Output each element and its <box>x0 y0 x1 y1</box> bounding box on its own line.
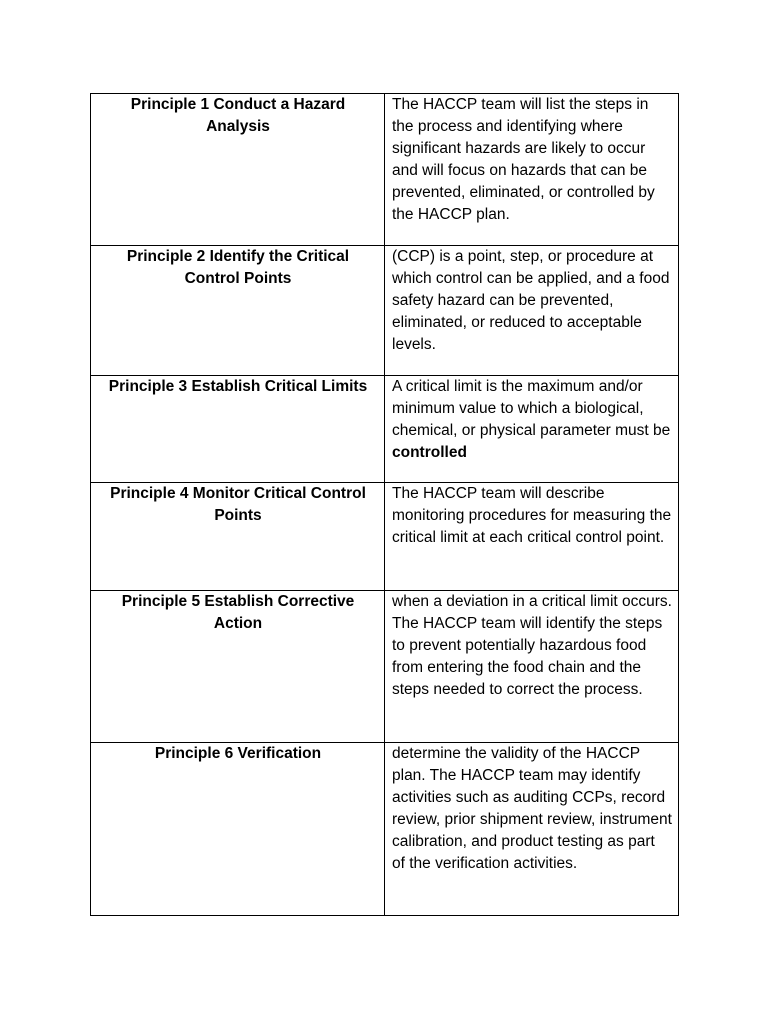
table-row <box>91 591 679 743</box>
table-row <box>91 743 679 916</box>
principle-title: Principle 2 Identify the Critical Control Points <box>91 246 385 376</box>
haccp-principles-table <box>90 93 679 916</box>
principle-description: determine the validity of the HACCP plan. The HACCP team may identify activities such as auditing CCPs, record review, prior shipment review, instrument calibration, and product testing as part of the verification activities. <box>385 743 679 916</box>
principle-description: when a deviation in a critical limit occurs. The HACCP team will identify the steps to prevent potentially hazardous food from entering the food chain and the steps needed to correct the process. <box>385 591 679 743</box>
principle-description-container <box>385 376 679 483</box>
table-row <box>91 483 679 591</box>
principle-title: Principle 1 Conduct a Hazard Analysis <box>91 94 385 246</box>
principle-description: The HACCP team will list the steps in the process and identifying where significant hazards are likely to occur and will focus on hazards that can be prevented, eliminated, or controlled by the HACCP plan. <box>385 94 679 246</box>
principle-description-emphasis: controlled <box>392 444 467 461</box>
table-row <box>91 94 679 246</box>
principle-title: Principle 5 Establish Corrective Action <box>91 591 385 743</box>
principle-description: The HACCP team will describe monitoring procedures for measuring the critical limit at each critical control point. <box>385 483 679 591</box>
principle-title: Principle 6 Verification <box>91 743 385 916</box>
principle-description: (CCP) is a point, step, or procedure at which control can be applied, and a food safety hazard can be prevented, eliminated, or reduced to acceptable levels. <box>385 246 679 376</box>
principle-description: A critical limit is the maximum and/or minimum value to which a biological, chemical, or physical parameter must be <box>392 378 671 439</box>
principle-title: Principle 4 Monitor Critical Control Points <box>91 483 385 591</box>
principle-title: Principle 3 Establish Critical Limits <box>91 376 385 483</box>
table-row <box>91 376 679 483</box>
table-row <box>91 246 679 376</box>
